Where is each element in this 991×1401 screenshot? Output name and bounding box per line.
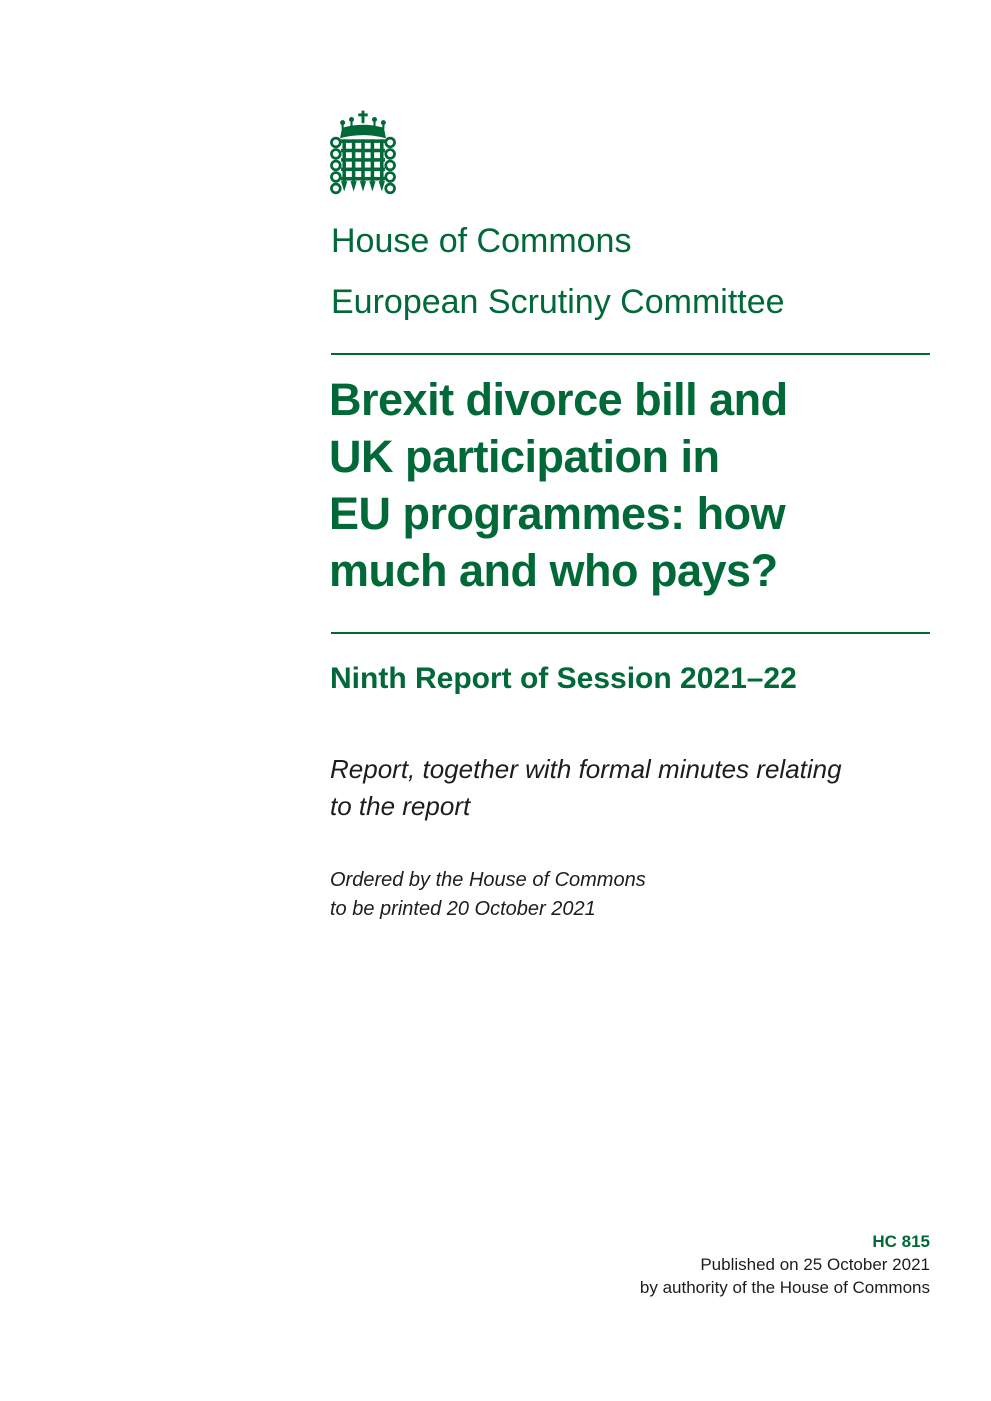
- session-heading: Ninth Report of Session 2021–22: [330, 662, 797, 695]
- publication-footer: [331, 1230, 930, 1299]
- ordered-note-line-1: Ordered by the House of Commons: [330, 869, 646, 891]
- report-title-line-3: EU programmes: how: [329, 488, 786, 539]
- committee-name: European Scrutiny Committee: [331, 283, 785, 321]
- report-description-line-2: to the report: [330, 791, 471, 821]
- divider-rule-top: [331, 353, 930, 355]
- report-description: [330, 751, 950, 825]
- published-date: Published on 25 October 2021: [700, 1255, 930, 1274]
- organisation-name: House of Commons: [331, 222, 632, 260]
- authority-line: by authority of the House of Commons: [639, 1278, 930, 1297]
- divider-rule-middle: [331, 632, 930, 634]
- ordered-note-line-2: to be printed 20 October 2021: [330, 898, 596, 920]
- crowned-portcullis-icon: [328, 108, 398, 202]
- report-title-line-4: much and who pays?: [329, 545, 778, 596]
- ordered-note: [330, 866, 890, 924]
- report-title-line-2: UK participation in: [329, 431, 720, 482]
- report-title-line-1: Brexit divorce bill and: [329, 374, 788, 425]
- report-title: [329, 371, 949, 599]
- report-description-line-1: Report, together with formal minutes relating: [330, 754, 842, 784]
- hc-number: HC 815: [872, 1232, 930, 1251]
